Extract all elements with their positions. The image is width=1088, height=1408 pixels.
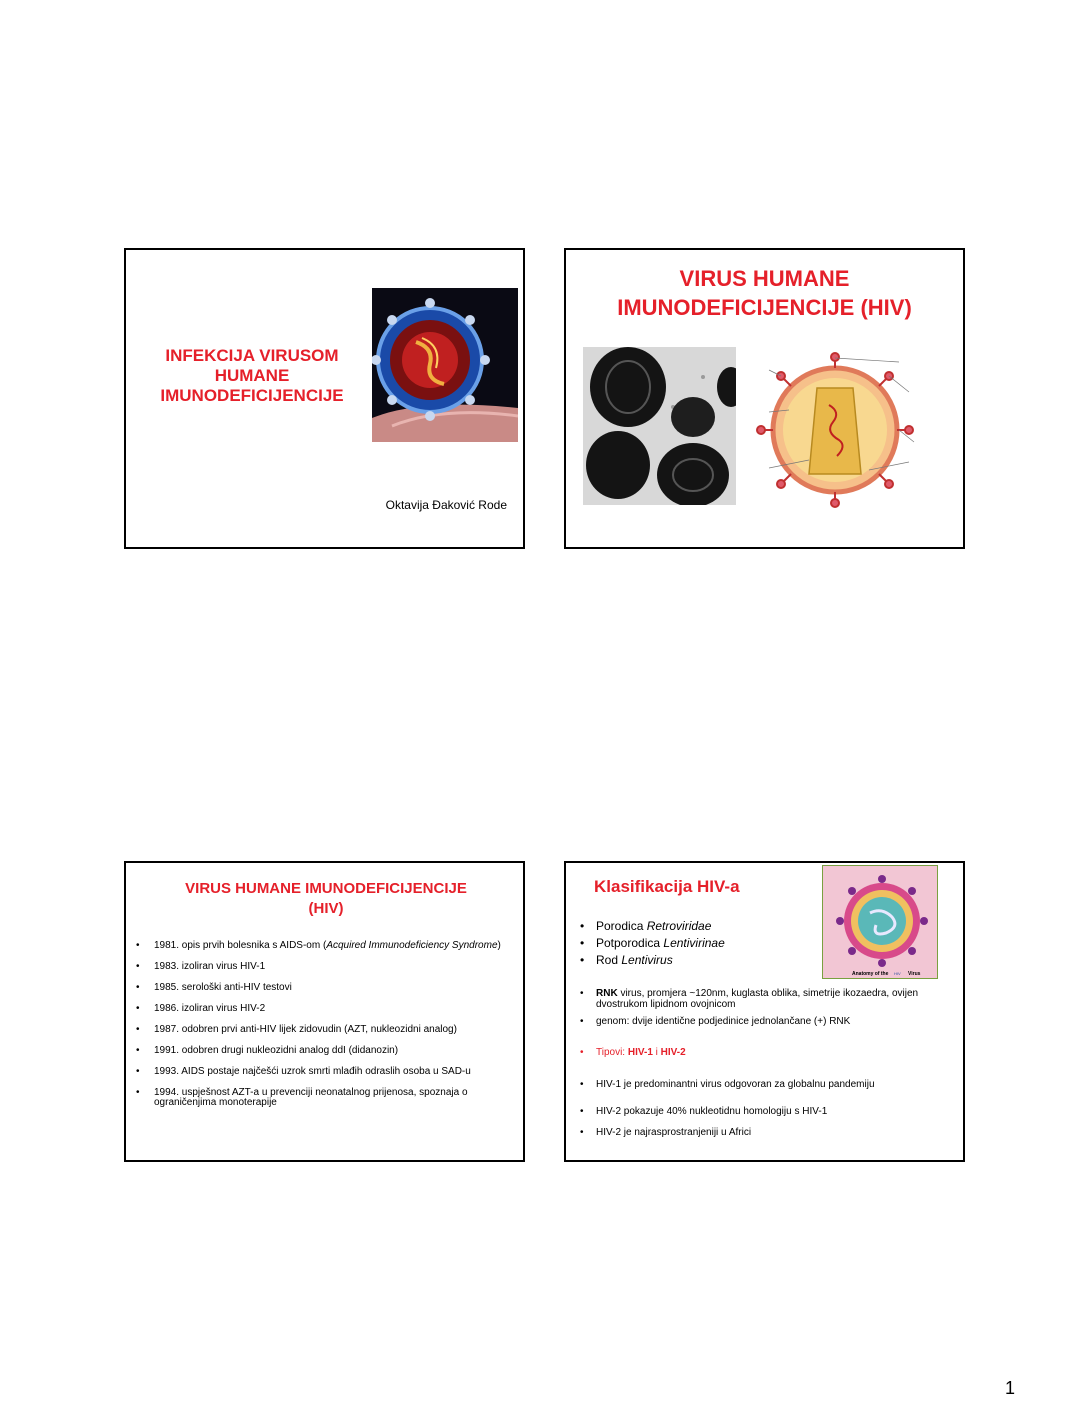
fact-item: • HIV-2 pokazuje 40% nukleotidnu homologiju s HIV-1 <box>578 1106 958 1117</box>
taxonomy-item: • Potporodica Lentivirinae <box>578 935 828 952</box>
history-item: • 1994. uspješnost AZT-a u prevenciji neonatalnog prijenosa, spoznaja o ograničenjima monoterapije <box>136 1088 520 1108</box>
slide3-title: VIRUS HUMANE IMUNODEFICIJENCIJE (HIV) <box>185 880 467 917</box>
slide-hiv-intro <box>564 248 965 549</box>
slide1-title: INFEKCIJA VIRUSOM HUMANE IMUNODEFICIJENCIJE <box>160 346 344 405</box>
page-number: 1 <box>1005 1378 1016 1398</box>
slide-hiv-history <box>124 861 525 1162</box>
fact-item: • RNK virus, promjera ~120nm, kuglasta oblika, simetrije ikozaedra, ovijen dvostrukom lipidnom ovojnicom <box>578 988 958 1010</box>
hiv-anatomy-diagram <box>822 865 938 979</box>
fact-item: • HIV-2 je najrasprostranjeniji u Africi <box>578 1127 958 1138</box>
history-item: • 1986. izoliran virus HIV-2 <box>136 1004 520 1014</box>
slide2-title: VIRUS HUMANE IMUNODEFICIJENCIJE (HIV) <box>617 266 912 320</box>
facts-list <box>578 988 958 1138</box>
slide-hiv-classification <box>564 861 965 1162</box>
hiv-structure-diagram <box>749 350 945 508</box>
slide-title <box>124 248 525 549</box>
history-list <box>136 941 520 1119</box>
author-name: Oktavija Đaković Rode <box>385 498 507 512</box>
taxonomy-item: • Rod Lentivirus <box>578 952 828 969</box>
anatomy-caption-2: HIV <box>894 971 901 976</box>
history-item: • 1991. odobren drugi nukleozidni analog ddI (didanozin) <box>136 1046 520 1056</box>
fact-item: • HIV-1 je predominantni virus odgovoran za globalnu pandemiju <box>578 1079 958 1090</box>
history-item: • 1985. serološki anti-HIV testovi <box>136 983 520 993</box>
anatomy-caption-1: Anatomy of the <box>852 971 889 977</box>
hiv-virion-illustration <box>372 288 518 442</box>
slide4-title: Klasifikacija HIV-a <box>594 877 740 896</box>
history-item: • 1983. izoliran virus HIV-1 <box>136 962 520 972</box>
taxonomy-list <box>578 918 828 969</box>
history-item: • 1987. odobren prvi anti-HIV lijek zidovudin (AZT, nukleozidni analog) <box>136 1025 520 1035</box>
history-item: • 1981. opis prvih bolesnika s AIDS-om (Acquired Immunodeficiency Syndrome) <box>136 941 520 951</box>
fact-item: • genom: dvije identične podjedinice jednolančane (+) RNK <box>578 1016 958 1027</box>
taxonomy-item: • Porodica Retroviridae <box>578 918 828 935</box>
anatomy-caption-3: Virus <box>908 971 921 977</box>
electron-micrograph-image <box>583 347 736 505</box>
history-item: • 1993. AIDS postaje najčešći uzrok smrti mlađih odraslih osoba u SAD-u <box>136 1067 520 1077</box>
fact-item-types: • Tipovi: HIV-1 i HIV-2 <box>578 1047 958 1058</box>
